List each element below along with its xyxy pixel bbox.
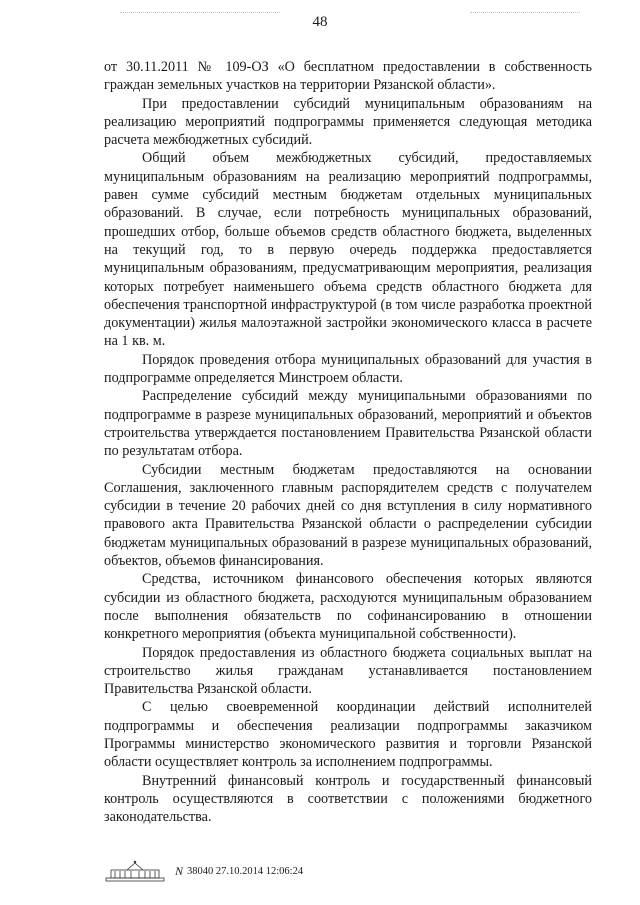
paragraph-3: Общий объем межбюджетных субсидий, предоставляемых муниципальным образованиям на реализацию мероприятий подпрограммы, равен сумме субсидий местным бюджетам отдельных муниципальных образований. В случае, если потребность муниципальных образований, прошедших отбор, больше объемов средств областного бюджета, выделенных на текущий год, то в первую очередь поддержка предоставляется муниципальным образованиям, предусматривающим мероприятия, реализация которых потребует наименьшего объема средств областного бюджета для обеспечения транспортной инфраструктурой (в том числе разработка проектной документации) жилья малоэтажной застройки экономического класса в расчете на 1 кв. м.	[104, 150, 592, 350]
paragraph-2: При предоставлении субсидий муниципальным образованиям на реализацию мероприятий подпрограммы применяется следующая методика расчета межбюджетных субсидий.	[104, 95, 592, 149]
paragraph-4: Порядок проведения отбора муниципальных образований для участия в подпрограмме определяется Минстроем области.	[104, 351, 592, 387]
document-footer	[105, 859, 303, 883]
government-building-logo	[105, 859, 165, 883]
paragraph-6: Субсидии местным бюджетам предоставляются на основании Соглашения, заключенного главным распорядителем средств с получателем субсидии в течение 20 рабочих дней со дня вступления в силу нормативного правового акта Правительства Рязанской области о распределении субсидии бюджетам муниципальных образований в разрезе муниципальных образований, объектов, объемов финансирования.	[104, 461, 592, 570]
registration-stamp: 38040 27.10.2014 12:06:24	[187, 865, 304, 877]
paragraph-9: С целью своевременной координации действий исполнителей подпрограммы и обеспечения реализации подпрограммы заказчиком Программы министерство экономического развития и торговли Рязанской области осуществляет контроль за исполнением подпрограммы.	[104, 699, 592, 771]
paragraph-10: Внутренний финансовый контроль и государственный финансовый контроль осуществляются в соответствии с положениями бюджетного законодательства.	[104, 772, 592, 826]
page-number: 48	[312, 14, 328, 30]
paragraph-1: от 30.11.2011 № 109-ОЗ «О бесплатном предоставлении в собственность граждан земельных участков на территории Рязанской области».	[104, 59, 592, 94]
paragraph-7: Средства, источником финансового обеспечения которых являются субсидии из областного бюджета, расходуются муниципальным образованием после выполнения обязательств по софинансированию в отношении конкретного мероприятия (объекта муниципальной собственности).	[104, 571, 592, 643]
registration-mark: N	[175, 863, 184, 878]
document-body	[104, 58, 592, 826]
paragraph-8: Порядок предоставления из областного бюджета социальных выплат на строительство жилья гражданам устанавливается постановлением Правительства Рязанской области.	[104, 644, 592, 698]
paragraph-5: Распределение субсидий между муниципальными образованиями по подпрограмме в разрезе муниципальных образований, мероприятий и объектов строительства утверждается постановлением Правительства Рязанской области по результатам отбора.	[104, 388, 592, 460]
